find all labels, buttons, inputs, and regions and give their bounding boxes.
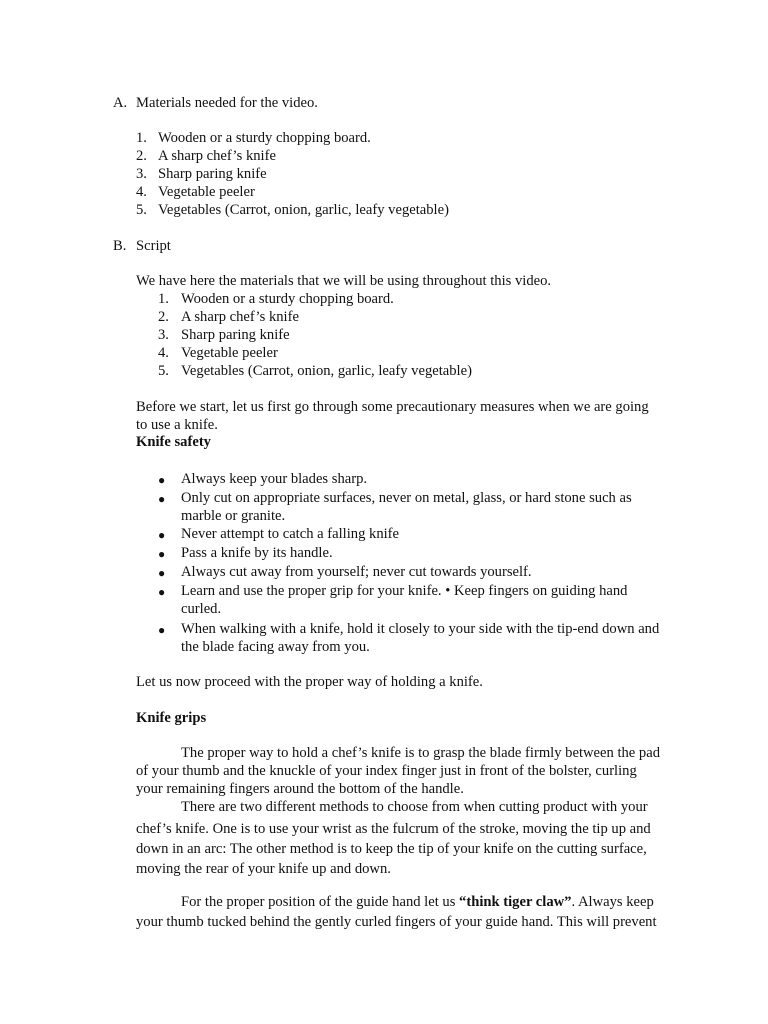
bullet-icon: ●	[158, 566, 166, 580]
list-item: A sharp chef’s knife	[158, 148, 276, 164]
section-a-heading: Materials needed for the video.	[136, 95, 318, 111]
list-number: 5.	[158, 363, 169, 379]
paragraph-line	[181, 893, 654, 911]
list-item: Always keep your blades sharp.	[181, 471, 368, 487]
script-intro: We have here the materials that we will be using throughout this video.	[136, 273, 552, 289]
guide-text-pre: For the proper position of the guide hand let us	[181, 894, 460, 910]
list-number: 1.	[158, 291, 169, 307]
tiger-claw-emphasis: “think tiger claw”	[459, 894, 572, 910]
list-item: Vegetable peeler	[158, 184, 255, 200]
list-number: 2.	[136, 148, 147, 164]
list-item: Only cut on appropriate surfaces, never on metal, glass, or hard stone such as	[181, 490, 632, 506]
list-item: Sharp paring knife	[181, 327, 290, 343]
list-item-continued: marble or granite.	[181, 508, 286, 524]
list-item: Sharp paring knife	[158, 166, 267, 182]
section-b-letter: B.	[113, 238, 127, 254]
knife-safety-heading: Knife safety	[136, 434, 211, 450]
list-number: 2.	[158, 309, 169, 325]
list-number: 3.	[136, 166, 147, 182]
bullet-icon: ●	[158, 623, 166, 637]
precaution-text-line1: Before we start, let us first go through some precautionary measures when we are going	[136, 399, 649, 415]
list-item: Always cut away from yourself; never cut towards yourself.	[181, 564, 532, 580]
list-item: Vegetables (Carrot, onion, garlic, leafy vegetable)	[181, 363, 472, 379]
list-item: Wooden or a sturdy chopping board.	[181, 291, 394, 307]
list-item: Learn and use the proper grip for your knife. • Keep fingers on guiding hand	[181, 583, 628, 599]
list-item: Vegetables (Carrot, onion, garlic, leafy vegetable)	[158, 202, 449, 218]
paragraph-line: The proper way to hold a chef’s knife is to grasp the blade firmly between the pad	[181, 745, 660, 761]
list-item: Never attempt to catch a falling knife	[181, 526, 400, 542]
bullet-icon: ●	[158, 473, 166, 487]
list-number: 3.	[158, 327, 169, 343]
precaution-text-line2: to use a knife.	[136, 417, 218, 433]
paragraph-line: your remaining fingers around the bottom of the handle.	[136, 781, 464, 797]
list-number: 4.	[158, 345, 169, 361]
section-a-letter: A.	[113, 95, 128, 111]
list-item: Pass a knife by its handle.	[181, 545, 333, 561]
knife-grips-heading: Knife grips	[136, 710, 207, 726]
list-item-continued: the blade facing away from you.	[181, 639, 370, 655]
paragraph-line: There are two different methods to choose from when cutting product with your	[181, 799, 648, 815]
bullet-icon: ●	[158, 585, 166, 599]
guide-text-post: . Always keep	[571, 894, 654, 910]
paragraph-line: down in an arc: The other method is to keep the tip of your knife on the cutting surface,	[136, 841, 647, 857]
paragraph-line: moving the rear of your knife up and down.	[136, 861, 391, 877]
list-item: Wooden or a sturdy chopping board.	[158, 130, 371, 146]
list-item: Vegetable peeler	[181, 345, 278, 361]
list-number: 1.	[136, 130, 147, 146]
proceed-text: Let us now proceed with the proper way of holding a knife.	[136, 674, 483, 690]
list-number: 4.	[136, 184, 147, 200]
section-b-heading: Script	[136, 238, 171, 254]
bullet-icon: ●	[158, 492, 166, 506]
list-item: A sharp chef’s knife	[181, 309, 299, 325]
list-number: 5.	[136, 202, 147, 218]
list-item: When walking with a knife, hold it closely to your side with the tip-end down and	[181, 621, 660, 637]
paragraph-line: your thumb tucked behind the gently curled fingers of your guide hand. This will prevent	[136, 914, 657, 930]
bullet-icon: ●	[158, 547, 166, 561]
paragraph-line: of your thumb and the knuckle of your index finger just in front of the bolster, curling	[136, 763, 637, 779]
paragraph-line: chef’s knife. One is to use your wrist as the fulcrum of the stroke, moving the tip up and	[136, 821, 651, 837]
bullet-icon: ●	[158, 528, 166, 542]
list-item-continued: curled.	[181, 601, 222, 617]
